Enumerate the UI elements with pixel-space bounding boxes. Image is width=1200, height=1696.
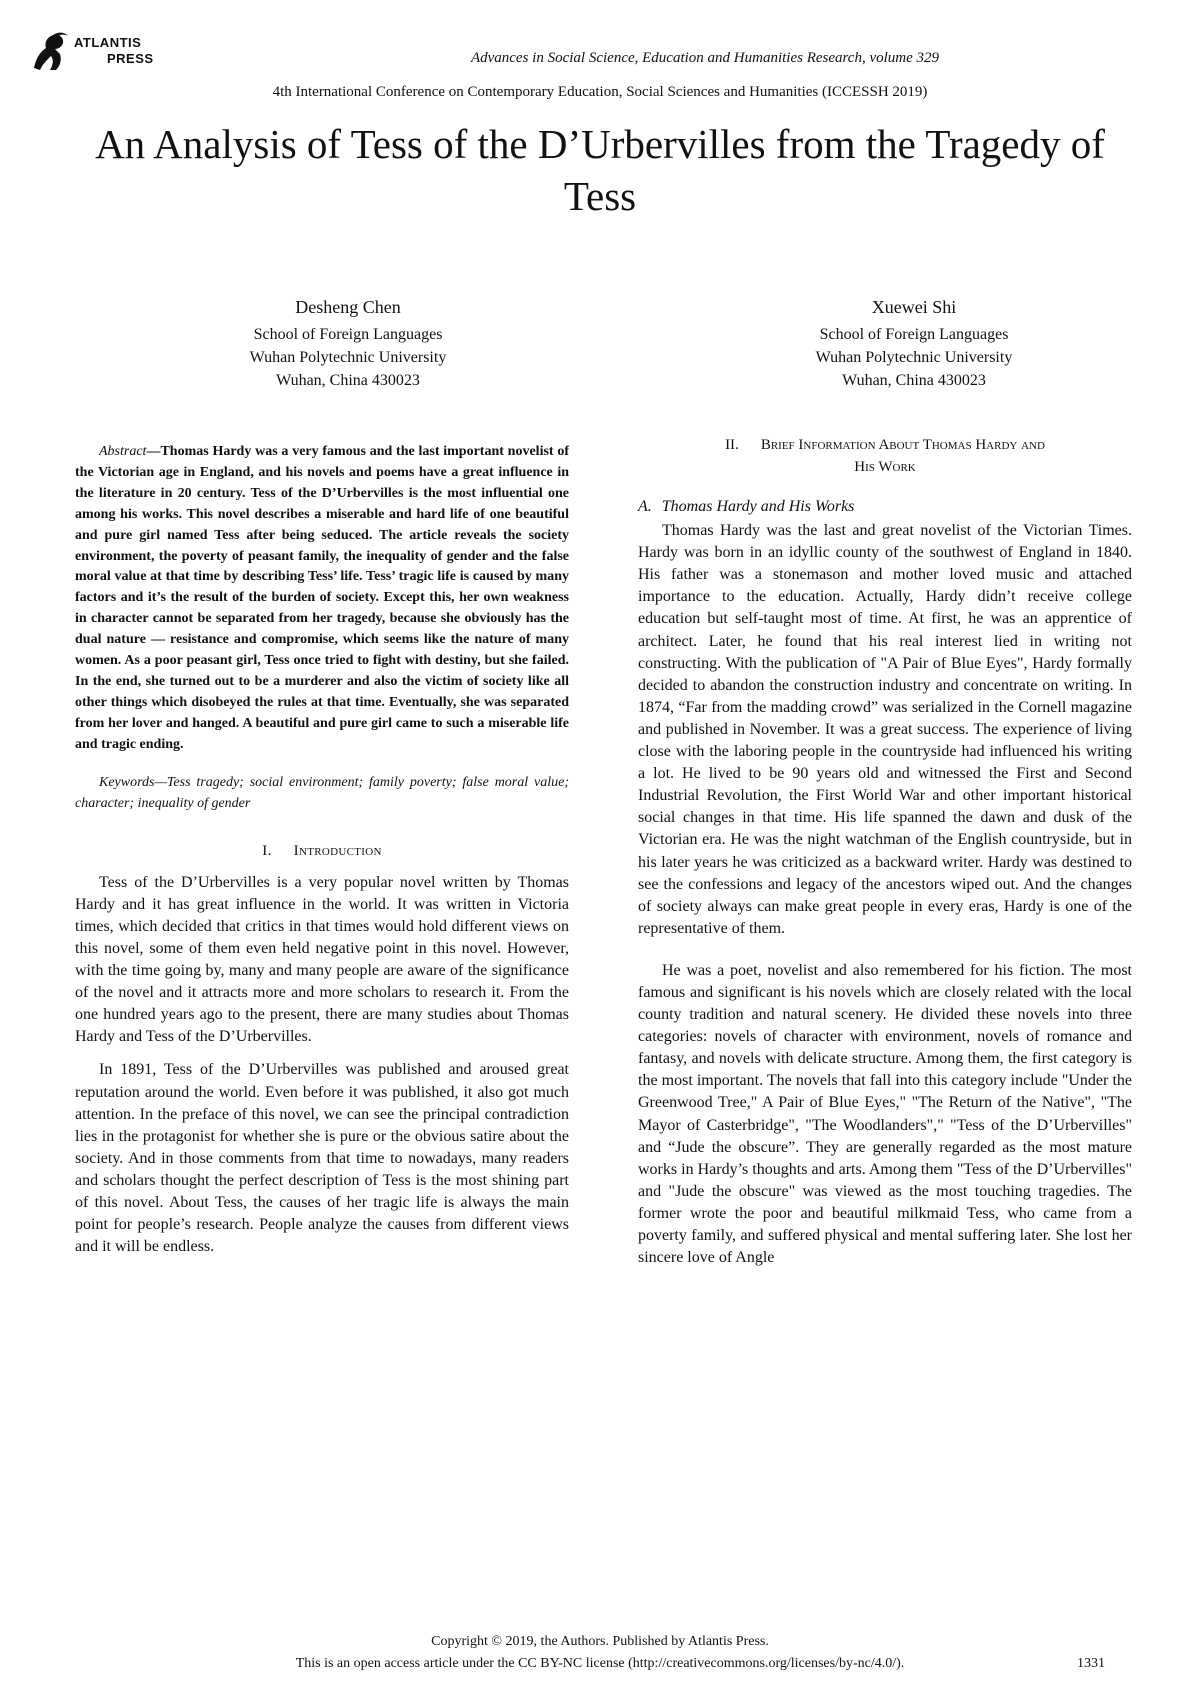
section-number: II. [725,437,739,453]
right-column [638,420,1132,1280]
section-title: Introduction [293,842,382,859]
author-name: Xuewei Shi [871,297,957,317]
author-block [744,296,1084,392]
subsection-title: Thomas Hardy and His Works [661,498,855,515]
author-city: Wuhan, China 430023 [276,372,420,389]
paragraph: Thomas Hardy was the last and great novelist of the Victorian Times. Hardy was born in an idyllic county of the southwest of England in 1840. His father was a stonemason and mother loved music and attached importance to the education. Actually, Hardy didn’t receive college education but self-taught most of time. At first, he was an apprentice of architect. Later, he found that his real interest lied in writing not constructing. With the publication of "A Pair of Blue Eyes", Hardy formally decided to abandon the construction industry and concentrate on writing. In 1874, “Far from the madding crowd” was serialized in the Cornell magazine and published in November. It was a great success. The experience of living close with the laboring people in the countryside had influenced his writing a lot. He lived to be 90 years old and witnessed the First and Second Industrial Revolution, the First World War and other important historical social changes in that time. His life spanned the dawn and dusk of the Victorian era. He was the night watchman of the English countryside, but in his later years he was criticized as a backward writer. Hardy was destined to see the confessions and legacy of the ancestors wiped out. And the changes of society always can make great people in every eras, Hardy is one of the representative of them. [638,522,1132,937]
abstract-text: —Thomas Hardy was a very famous and the last important novelist of the Victorian age in England, and his novels and poems have a great influence in the literature in 20 century. Tess of the D’Urbervilles is the most influential one among his works. This novel describes a miserable and hard life of one beautiful and pure girl named Tess after being seduced. The article reveals the society environment, the poverty of peasant family, the inequality of gender and the false moral value at that time by describing Tess’ life. Tess’ tragic life is caused by many factors and it’s the result of the burden of society. Except this, her own weakness in character cannot be separated from her tragedy, because she obviously has the dual nature — resistance and compromise, which seems like the nature of many women. As a poor peasant girl, Tess once tried to fight with destiny, but she failed. In the end, she turned out to be a murderer and also the victim of society like all other things which disobeyed the rules at that time. Eventually, she was separated from her lover and hanged. A beautiful and pure girl came to such a miserable life and tragic ending. [75,444,569,752]
atlantis-press-logo [30,30,154,72]
conference-name: 4th International Conference on Contemporary Education, Social Sciences and Humanities (ICCESSH 2019) [272,84,928,100]
paper-title: An Analysis of Tess of the D’Urbervilles from the Tragedy of Tess [95,121,1105,219]
section-number: I. [262,842,272,859]
subsection-number: A. [638,498,652,515]
footer-copyright: Copyright © 2019, the Authors. Published by Atlantis Press. [431,1634,769,1649]
logo-text-press: PRESS [107,51,154,66]
author-block [178,296,518,392]
journal-name: Advances in Social Science, Education and Humanities Research, volume 329 [470,50,940,66]
author-dept: School of Foreign Languages [819,326,1009,343]
author-dept: School of Foreign Languages [253,326,443,343]
section-title-line2: His Work [854,459,916,475]
section-heading-introduction [75,840,569,862]
abstract-lead: Abstract [99,444,147,459]
section-heading-brief-information [638,434,1132,478]
paragraph: He was a poet, novelist and also remembered for his fiction. The most famous and significant is his novels which are closely related with the local county tradition and natural scenery. He divided these novels into three categories: novels of character with environment, novels of romance and fantasy, and novels with delicate structure. Among them, the first category is the most important. The novels that fall into this category include "Under the Greenwood Tree," A Pair of Blue Eyes," "The Return of the Native", "The Mayor of Casterbridge", "The Woodlanders"," "Tess of the D’Urbervilles" and “Jude the obscure”. They are generally regarded as the most mature works in Hardy’s thoughts and arts. Among them "Tess of the D’Urbervilles" and "Jude the obscure" was viewed as the most touching tragedies. The former wrote the poor and beautiful milkmaid Tess, who came from a poverty family, and suffered physical and mental suffering later. She lost her sincere love of Angle [638,961,1132,1267]
author-name: Desheng Chen [295,297,401,317]
subsection-heading [638,496,1132,518]
author-org: Wuhan Polytechnic University [815,349,1013,366]
left-column [75,442,569,1269]
atlantis-figure-icon [30,30,70,72]
abstract [75,442,569,756]
section-title-line1: Brief Information About Thomas Hardy and [760,437,1045,453]
footer-license: This is an open access article under the CC BY-NC license (http://creativecommons.org/licenses/by-nc/4.0/). [295,1656,905,1671]
keywords: Keywords—Tess tragedy; social environment; family poverty; false moral value; character; inequality of gender [75,774,569,811]
paragraph: In 1891, Tess of the D’Urbervilles was published and aroused great reputation around the world. Even before it was published, it also got much attention. In the preface of this novel, we can see the principal contradiction lies in the protagonist for whether she is pure or the obvious satire about the society. And in those comments from that time to nowadays, many readers and scholars thought the perfect description of Tess is the most shining part of this novel. About Tess, the causes of her tragic life is always the main point for people’s research. People analyze the causes from different views and it will be endless. [75,1061,569,1256]
page-number: 1331 [1077,1656,1105,1671]
logo-text-atlantis: ATLANTIS [74,35,142,50]
author-org: Wuhan Polytechnic University [249,349,447,366]
paragraph: Tess of the D’Urbervilles is a very popular novel written by Thomas Hardy and it has great influence in the world. It was written in Victoria times, which decided that critics in that times would hold different views on this novel, some of them even held negative point in this novel. However, with the time going by, many and many people are aware of the significance of the novel and it attracts more and more scholars to research it. From the one hundred years ago to the present, there are many studies about Thomas Hardy and Tess of the D’Urbervilles. [75,873,569,1046]
author-city: Wuhan, China 430023 [842,372,986,389]
